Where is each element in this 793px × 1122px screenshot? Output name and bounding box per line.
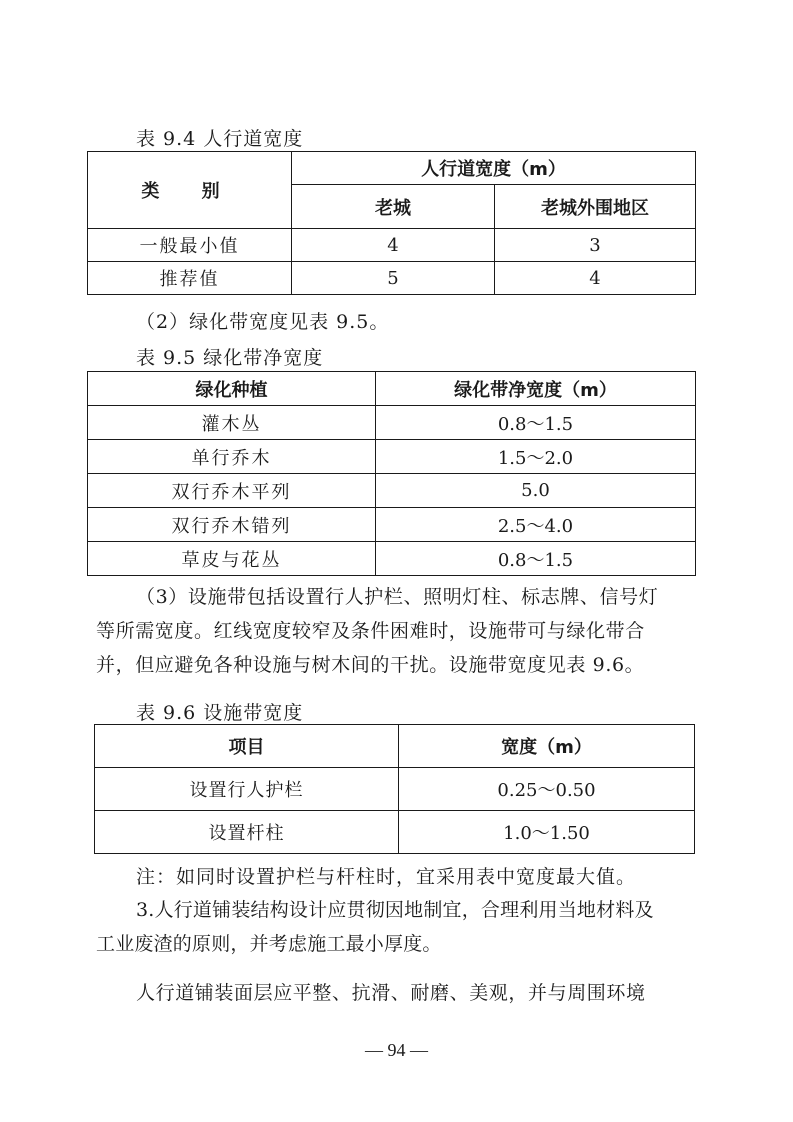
table-cell: 一般最小值 xyxy=(88,229,292,262)
table-note: 注：如同时设置护栏与杆柱时，宜采用表中宽度最大值。 xyxy=(136,866,637,888)
table-9-4-header-old-city: 老城 xyxy=(292,185,495,229)
table-9-5 xyxy=(87,371,696,576)
table-cell: 0.8～1.5 xyxy=(376,542,696,576)
table-cell: 1.0～1.50 xyxy=(399,811,695,854)
paragraph-paving-structure xyxy=(96,893,708,961)
table-row xyxy=(88,508,696,542)
table-cell: 2.5～4.0 xyxy=(376,508,696,542)
table-row xyxy=(88,440,696,474)
paragraph-facility-belt xyxy=(96,580,708,682)
paragraph-line: 3.人行道铺装结构设计应贯彻因地制宜，合理利用当地材料及 xyxy=(136,899,654,921)
table-9-4-header-category: 类 别 xyxy=(88,152,292,229)
table-9-5-header-plant: 绿化种植 xyxy=(88,372,376,406)
table-cell: 双行乔木错列 xyxy=(88,508,376,542)
table-cell: 1.5～2.0 xyxy=(376,440,696,474)
table-9-6-caption: 表 9.6 设施带宽度 xyxy=(136,702,304,724)
table-cell: 草皮与花丛 xyxy=(88,542,376,576)
table-9-6-header-width: 宽度（m） xyxy=(399,725,695,768)
paragraph-line: 人行道铺装面层应平整、抗滑、耐磨、美观，并与周围环境 xyxy=(136,982,646,1004)
paragraph-paving-surface xyxy=(96,976,708,1010)
table-cell: 双行乔木平列 xyxy=(88,474,376,508)
table-cell: 4 xyxy=(495,262,696,295)
table-row xyxy=(95,768,695,811)
table-cell: 设置杆柱 xyxy=(95,811,399,854)
paragraph-line: 并，但应避免各种设施与树木间的干扰。设施带宽度见表 9.6。 xyxy=(96,654,645,676)
table-9-4-header-width: 人行道宽度（m） xyxy=(292,152,696,185)
table-9-5-header-width: 绿化带净宽度（m） xyxy=(376,372,696,406)
table-cell: 灌木丛 xyxy=(88,406,376,440)
table-9-6-header-item: 项目 xyxy=(95,725,399,768)
paragraph-line: （3）设施带包括设置行人护栏、照明灯柱、标志牌、信号灯 xyxy=(136,586,659,608)
table-cell: 0.8～1.5 xyxy=(376,406,696,440)
table-cell: 0.25～0.50 xyxy=(399,768,695,811)
table-cell: 推荐值 xyxy=(88,262,292,295)
table-9-4-header-outer-area: 老城外围地区 xyxy=(495,185,696,229)
table-cell: 单行乔木 xyxy=(88,440,376,474)
table-cell: 5 xyxy=(292,262,495,295)
table-row xyxy=(88,262,696,295)
table-cell: 设置行人护栏 xyxy=(95,768,399,811)
table-cell: 4 xyxy=(292,229,495,262)
table-row xyxy=(88,406,696,440)
table-9-6 xyxy=(94,724,695,854)
table-row xyxy=(88,474,696,508)
table-9-5-caption: 表 9.5 绿化带净宽度 xyxy=(136,347,324,369)
paragraph-line: 工业废渣的原则，并考虑施工最小厚度。 xyxy=(96,933,442,955)
paragraph-green-belt: （2）绿化带宽度见表 9.5。 xyxy=(136,311,390,333)
table-cell: 5.0 xyxy=(376,474,696,508)
table-cell: 3 xyxy=(495,229,696,262)
table-row xyxy=(88,542,696,576)
table-9-4 xyxy=(87,151,696,295)
paragraph-line: 等所需宽度。红线宽度较窄及条件困难时，设施带可与绿化带合 xyxy=(96,620,645,642)
table-row xyxy=(95,811,695,854)
table-9-4-caption: 表 9.4 人行道宽度 xyxy=(136,128,304,150)
table-row xyxy=(88,229,696,262)
page-number: — 94 — xyxy=(365,1040,428,1060)
